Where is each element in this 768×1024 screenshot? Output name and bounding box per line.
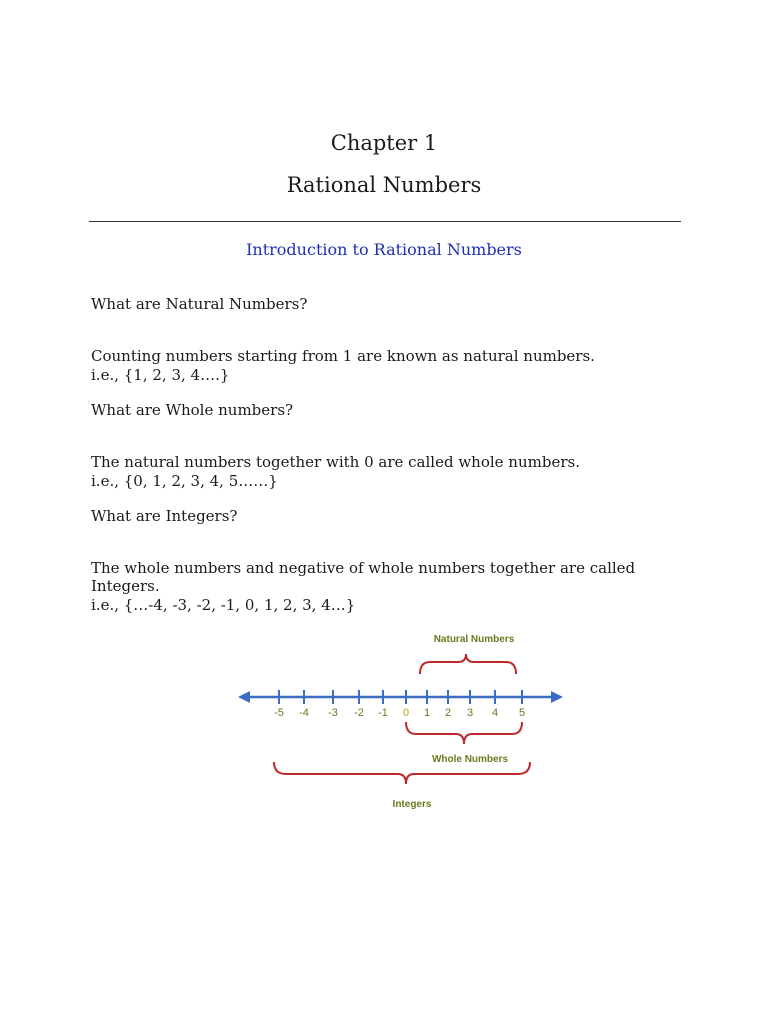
- tick-label: -3: [328, 707, 338, 719]
- right-arrow-icon: [551, 691, 563, 703]
- tick-label: 0: [402, 707, 410, 719]
- tick-label: -4: [299, 707, 309, 719]
- natural-numbers-label: Natural Numbers: [433, 634, 515, 645]
- tick-label: -5: [274, 707, 284, 719]
- chapter-title: Chapter 1: [330, 131, 438, 155]
- question-integers: What are Integers?: [91, 507, 238, 525]
- answer-integers-line-2: Integers.: [91, 577, 160, 595]
- left-arrow-icon: [238, 691, 250, 703]
- natural-numbers-brace: [420, 654, 516, 674]
- tick-label: 5: [518, 707, 526, 719]
- chapter-subtitle: Rational Numbers: [286, 173, 482, 197]
- number-line-diagram: [230, 620, 570, 820]
- number-line-figure: [230, 620, 570, 820]
- integers-label: Integers: [392, 799, 432, 810]
- tick-label-group: [274, 707, 525, 719]
- tick-label: 2: [444, 707, 452, 719]
- horizontal-rule: [89, 221, 681, 222]
- section-heading: Introduction to Rational Numbers: [246, 240, 522, 259]
- tick-label: -1: [378, 707, 388, 719]
- whole-numbers-label: Whole Numbers: [431, 754, 509, 765]
- answer-whole-line-2: i.e., {0, 1, 2, 3, 4, 5……}: [91, 472, 278, 490]
- tick-label: 3: [466, 707, 474, 719]
- tick-label: 4: [491, 707, 499, 719]
- answer-whole-line-1: The natural numbers together with 0 are called whole numbers.: [91, 453, 580, 471]
- whole-numbers-brace: [406, 722, 522, 744]
- question-whole-numbers: What are Whole numbers?: [91, 401, 294, 419]
- tick-label: 1: [423, 707, 431, 719]
- answer-natural-line-2: i.e., {1, 2, 3, 4….}: [91, 366, 230, 384]
- answer-integers-line-3: i.e., {…-4, -3, -2, -1, 0, 1, 2, 3, 4…}: [91, 596, 356, 614]
- integers-brace: [274, 762, 530, 784]
- tick-label: -2: [354, 707, 364, 719]
- answer-natural-line-1: Counting numbers starting from 1 are known as natural numbers.: [91, 347, 595, 365]
- answer-integers-line-1: The whole numbers and negative of whole numbers together are called: [91, 559, 636, 577]
- question-natural-numbers: What are Natural Numbers?: [91, 295, 308, 313]
